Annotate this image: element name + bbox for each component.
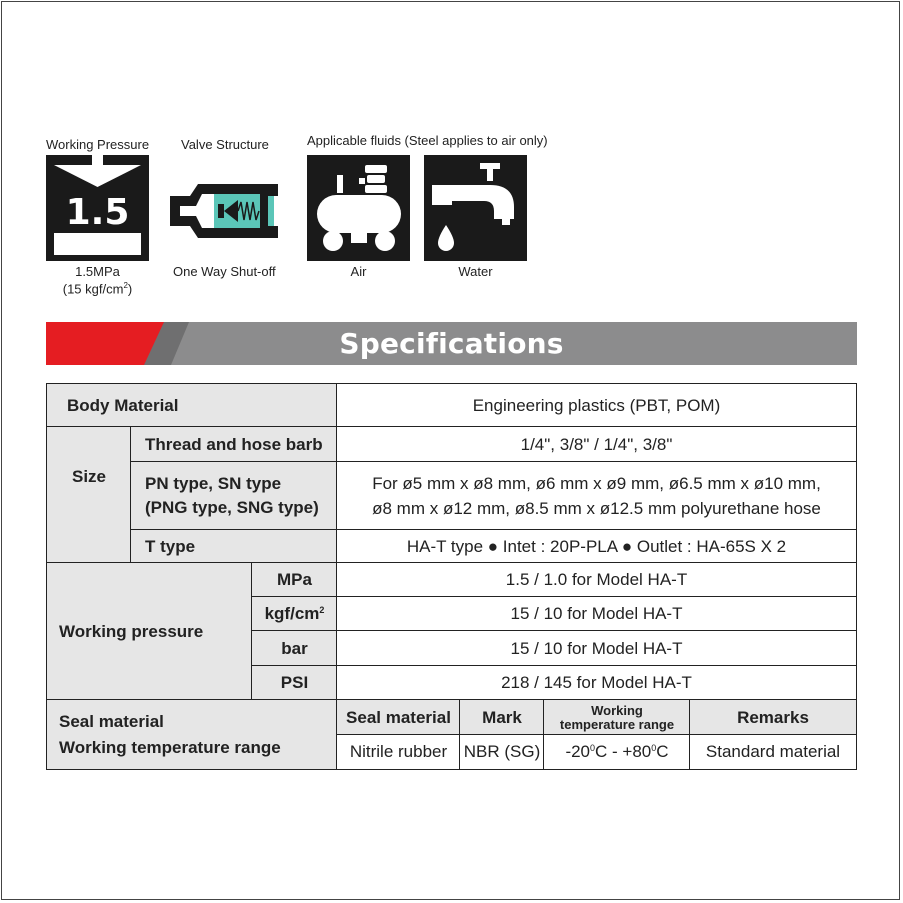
body-material-label: Body Material: [46, 383, 338, 428]
header-temperature-line1: Working: [591, 702, 643, 718]
pressure-icon: [46, 155, 149, 261]
pressure-caption-line1: 1.5MPa: [75, 264, 120, 279]
unit-kgf: kgf/cm $^2$: [251, 596, 338, 632]
header-seal-material: Seal material: [336, 699, 461, 736]
pressure-value: 1.5: [65, 192, 130, 233]
specifications-banner: [46, 322, 857, 365]
remarks-value: Standard material: [689, 734, 857, 770]
unit-psi: PSI: [251, 665, 338, 701]
pn-type-value-line1: For ø5 mm x ø8 mm, ø6 mm x ø9 mm, ø6.5 mm x ø10 mm,: [372, 474, 821, 493]
fluids-heading: Applicable fluids (Steel applies to air only): [307, 133, 548, 148]
t-type-label: T type: [130, 529, 338, 564]
water-faucet-icon: [424, 155, 527, 261]
valve-caption: One Way Shut-off: [173, 264, 276, 279]
unit-mpa: MPa: [251, 562, 338, 598]
working-pressure-label: Working pressure: [46, 562, 253, 701]
mark-value: NBR (SG): [459, 734, 545, 770]
pressure-caption-line2: (15 kgf/$cm^2$): [62, 281, 133, 297]
pn-type-value: [336, 461, 857, 531]
thread-label: Thread and hose barb: [130, 426, 338, 463]
header-temperature-line2: temperature range: [559, 716, 675, 732]
size-label: Size: [46, 426, 132, 564]
pn-type-value-line2: ø8 mm x ø12 mm, ø8.5 mm x ø12.5 mm polyurethane hose: [372, 499, 821, 518]
valve-structure-heading: Valve Structure: [181, 137, 269, 152]
unit-bar: bar: [251, 630, 338, 667]
header-mark: Mark: [459, 699, 545, 736]
value-kgf: 15 / 10 for Model HA-T: [336, 596, 857, 632]
water-caption: Water: [458, 264, 493, 279]
seal-label: [46, 699, 338, 770]
pn-type-label-line2: (PNG type, SNG type): [145, 498, 319, 517]
pn-type-label-line1: PN type, SN type: [145, 474, 282, 493]
seal-label-line2: Working temperature range: [59, 737, 281, 757]
valve-icon: [168, 176, 280, 246]
value-bar: 15 / 10 for Model HA-T: [336, 630, 857, 667]
value-psi: 218 / 145 for Model HA-T: [336, 665, 857, 701]
working-pressure-heading: Working Pressure: [46, 137, 150, 152]
seal-label-line1: Seal material: [59, 711, 164, 731]
header-remarks: Remarks: [689, 699, 857, 736]
temperature-value: -20 $^0$ C - +80 $^0$ C: [543, 734, 691, 770]
banner-title: Specifications: [339, 327, 564, 360]
t-type-value: HA-T type ● Intet : 20P-PLA ● Outlet : HA-65S X 2: [336, 529, 857, 564]
header-temperature: [543, 699, 691, 736]
air-compressor-icon: [307, 155, 410, 261]
air-caption: Air: [350, 264, 367, 279]
value-mpa: 1.5 / 1.0 for Model HA-T: [336, 562, 857, 598]
seal-material-value: Nitrile rubber: [336, 734, 461, 770]
body-material-value: Engineering plastics (PBT, POM): [336, 383, 857, 428]
pn-type-label: [130, 461, 338, 531]
thread-value: 1/4", 3/8" / 1/4", 3/8": [336, 426, 857, 463]
